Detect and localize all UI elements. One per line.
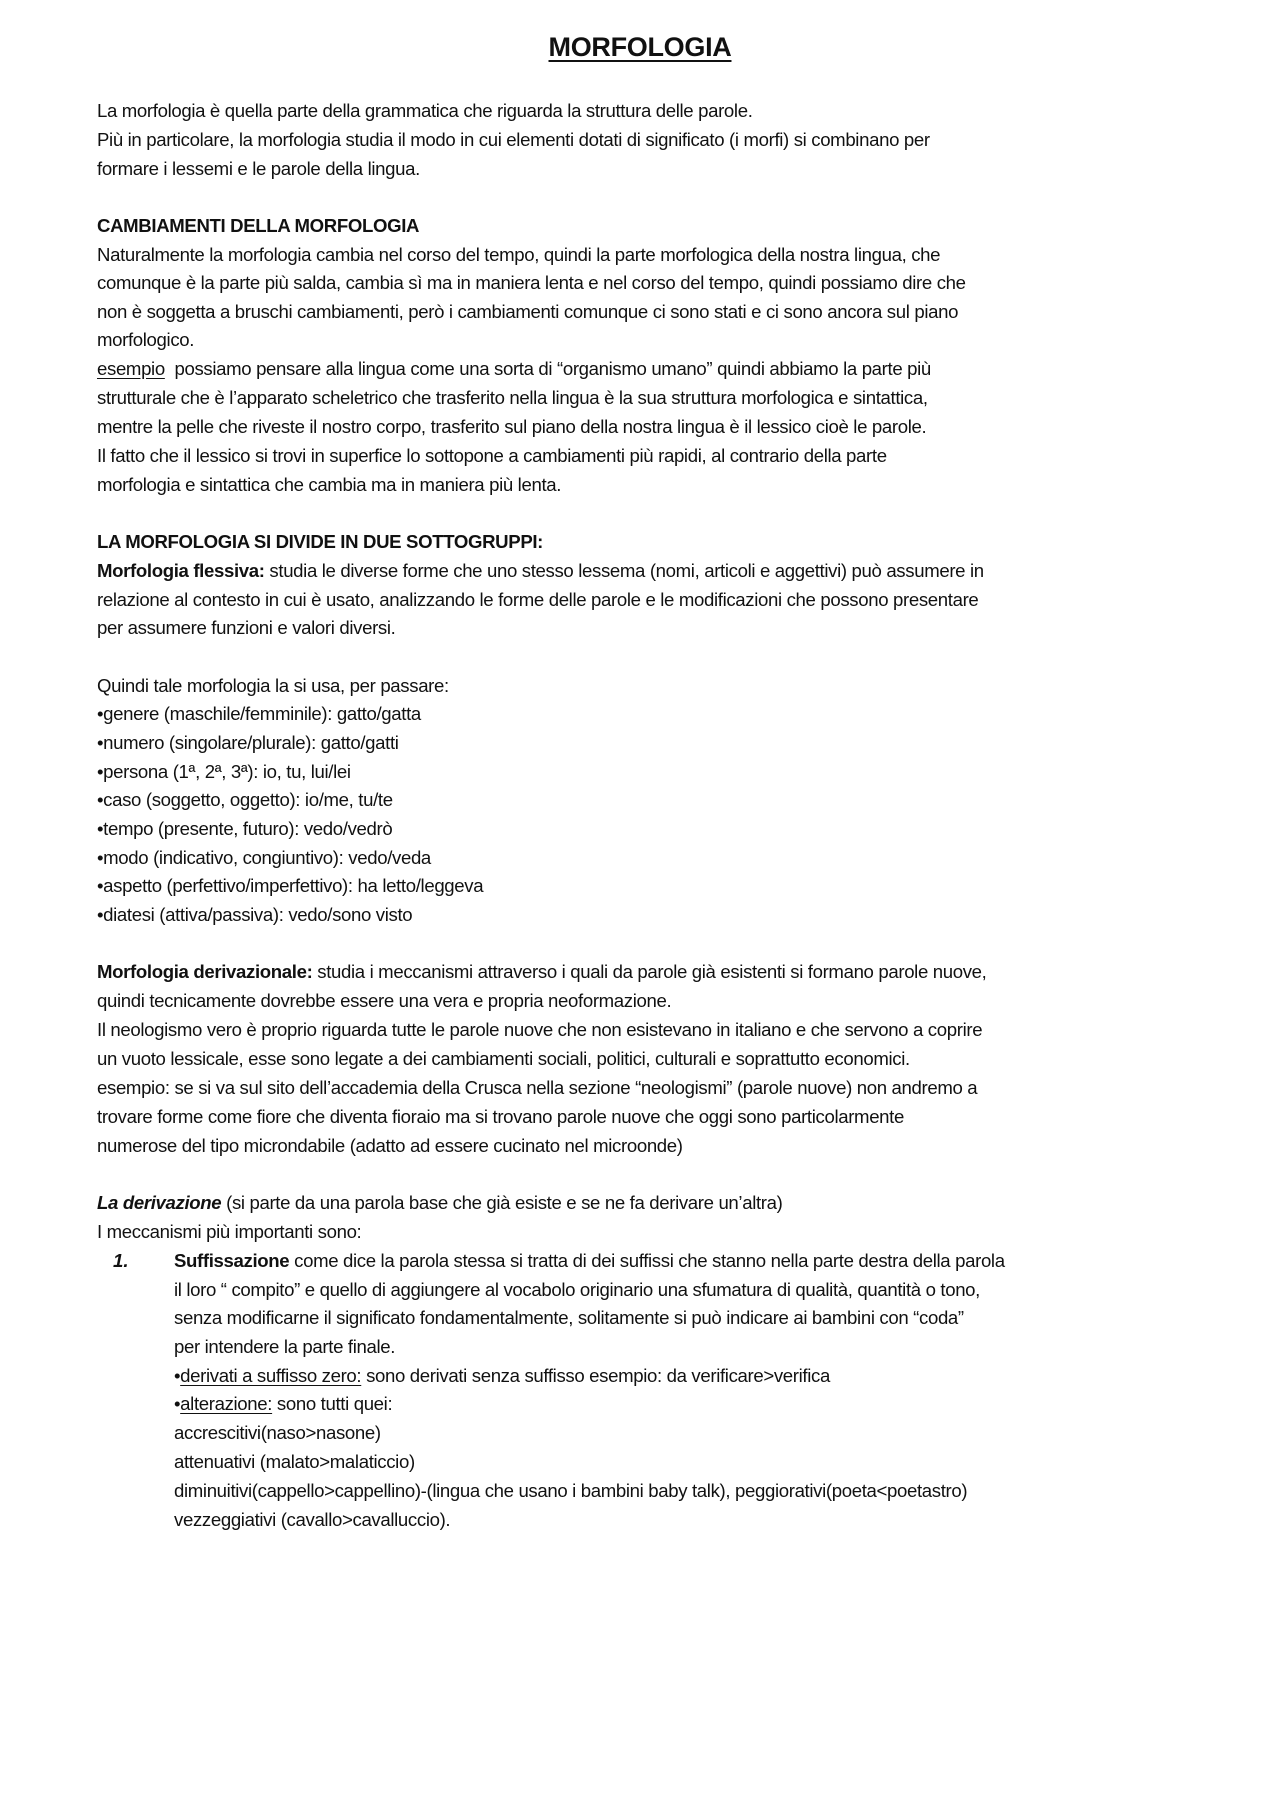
- bullet-item: •tempo (presente, futuro): vedo/vedrò: [97, 818, 393, 839]
- bullet-item: •diatesi (attiva/passiva): vedo/sono visto: [97, 904, 413, 925]
- derivazionale-label: Morfologia derivazionale:: [97, 961, 313, 982]
- paragraph-line: Naturalmente la morfologia cambia nel corso del tempo, quindi la parte morfologica della nostra lingua, che: [97, 244, 941, 265]
- derivazionale-line: Morfologia derivazionale: studia i meccanismi attraverso i quali da parole già esistenti si formano parole nuove,: [97, 961, 987, 982]
- intro-line: Più in particolare, la morfologia studia il modo in cui elementi dotati di significato (i morfi) si combinano per: [97, 129, 930, 150]
- paragraph-line: comunque è la parte più salda, cambia sì ma in maniera lenta e nel corso del tempo, quindi possiamo dire che: [97, 272, 966, 293]
- intro-line: formare i lessemi e le parole della lingua.: [97, 158, 420, 179]
- paragraph-line: Il fatto che il lessico si trovi in superfice lo sottopone a cambiamenti più rapidi, al contrario della parte: [97, 445, 887, 466]
- alteration-line: •alterazione: sono tutti quei:: [174, 1393, 393, 1414]
- list-number: 1.: [113, 1250, 129, 1271]
- paragraph-line: quindi tecnicamente dovrebbe essere una vera e propria neoformazione.: [97, 990, 672, 1011]
- paragraph-line: per intendere la parte finale.: [174, 1336, 396, 1357]
- suffix-zero-line: •derivati a suffisso zero: sono derivati senza suffisso esempio: da verificare>verifica: [174, 1365, 830, 1386]
- example-label: esempio: [97, 358, 165, 379]
- paragraph-line: non è soggetta a bruschi cambiamenti, però i cambiamenti comunque ci sono stati e ci sono ancora sul piano: [97, 301, 959, 322]
- paragraph-line: relazione al contesto in cui è usato, analizzando le forme delle parole e le modificazioni che possono presentare: [97, 589, 979, 610]
- bullet-item: •aspetto (perfettivo/imperfettivo): ha letto/leggeva: [97, 875, 484, 896]
- bullet-item: •caso (soggetto, oggetto): io/me, tu/te: [97, 789, 393, 810]
- bullet-item: •modo (indicativo, congiuntivo): vedo/veda: [97, 847, 431, 868]
- alteration-label: alterazione:: [180, 1393, 273, 1414]
- derivation-line: La derivazione (si parte da una parola base che già esiste e se ne fa derivare un’altra): [97, 1192, 783, 1213]
- suffissazione-label: Suffissazione: [174, 1250, 290, 1271]
- bullet-item: •genere (maschile/femminile): gatto/gatta: [97, 703, 421, 724]
- paragraph-line: per assumere funzioni e valori diversi.: [97, 617, 396, 638]
- flessiva-label: Morfologia flessiva:: [97, 560, 265, 581]
- alteration-item: attenuativi (malato>malaticcio): [174, 1451, 415, 1472]
- paragraph-line: senza modificarne il significato fondamentalmente, solitamente si può indicare ai bambini con “coda”: [174, 1307, 964, 1328]
- paragraph-line: esempio: se si va sul sito dell’accademia della Crusca nella sezione “neologismi” (parole nuove) non andremo a: [97, 1077, 978, 1098]
- paragraph-line: Il neologismo vero è proprio riguarda tutte le parole nuove che non esistevano in italiano e che servono a coprire: [97, 1019, 983, 1040]
- alteration-item: vezzeggiativi (cavallo>cavalluccio).: [174, 1509, 451, 1530]
- mechanisms-intro: I meccanismi più importanti sono:: [97, 1221, 362, 1242]
- example-line: esempio possiamo pensare alla lingua come una sorta di “organismo umano” quindi abbiamo la parte più: [97, 358, 931, 379]
- flessiva-line: Morfologia flessiva: studia le diverse forme che uno stesso lessema (nomi, articoli e aggettivi) può assumere in: [97, 560, 984, 581]
- suffissazione-line: Suffissazione come dice la parola stessa si tratta di dei suffissi che stanno nella parte destra della parola: [174, 1250, 1005, 1271]
- paragraph-line: morfologia e sintattica che cambia ma in maniera più lenta.: [97, 474, 562, 495]
- alteration-item: accrescitivi(naso>nasone): [174, 1422, 381, 1443]
- section-heading-groups: LA MORFOLOGIA SI DIVIDE IN DUE SOTTOGRUPPI:: [97, 531, 544, 552]
- paragraph-line: strutturale che è l’apparato scheletrico che trasferito nella lingua è la sua struttura morfologica e sintattica,: [97, 387, 928, 408]
- paragraph-line: un vuoto lessicale, esse sono legate a dei cambiamenti sociali, politici, culturali e soprattutto economici.: [97, 1048, 910, 1069]
- paragraph-line: mentre la pelle che riveste il nostro corpo, trasferito sul piano della nostra lingua è il lessico cioè le parole.: [97, 416, 927, 437]
- bullet-item: •numero (singolare/plurale): gatto/gatti: [97, 732, 399, 753]
- section-heading-changes: CAMBIAMENTI DELLA MORFOLOGIA: [97, 215, 420, 236]
- derivation-label: La derivazione: [97, 1192, 222, 1213]
- intro-line: La morfologia è quella parte della grammatica che riguarda la struttura delle parole.: [97, 100, 753, 121]
- uses-intro: Quindi tale morfologia la si usa, per passare:: [97, 675, 449, 696]
- paragraph-line: numerose del tipo microndabile (adatto ad essere cucinato nel microonde): [97, 1135, 683, 1156]
- paragraph-line: trovare forme come fiore che diventa fioraio ma si trovano parole nuove che oggi sono particolarmente: [97, 1106, 904, 1127]
- bullet-item: •persona (1ª, 2ª, 3ª): io, tu, lui/lei: [97, 761, 351, 782]
- alteration-item: diminuitivi(cappello>cappellino)-(lingua che usano i bambini baby talk), peggiorativi(poeta<poetastro): [174, 1480, 968, 1501]
- paragraph-line: morfologico.: [97, 329, 195, 350]
- suffix-zero-label: derivati a suffisso zero:: [180, 1365, 362, 1386]
- document-title: MORFOLOGIA: [548, 32, 732, 62]
- paragraph-line: il loro “ compito” e quello di aggiungere al vocabolo originario una sfumatura di qualità, quantità o tono,: [174, 1279, 980, 1300]
